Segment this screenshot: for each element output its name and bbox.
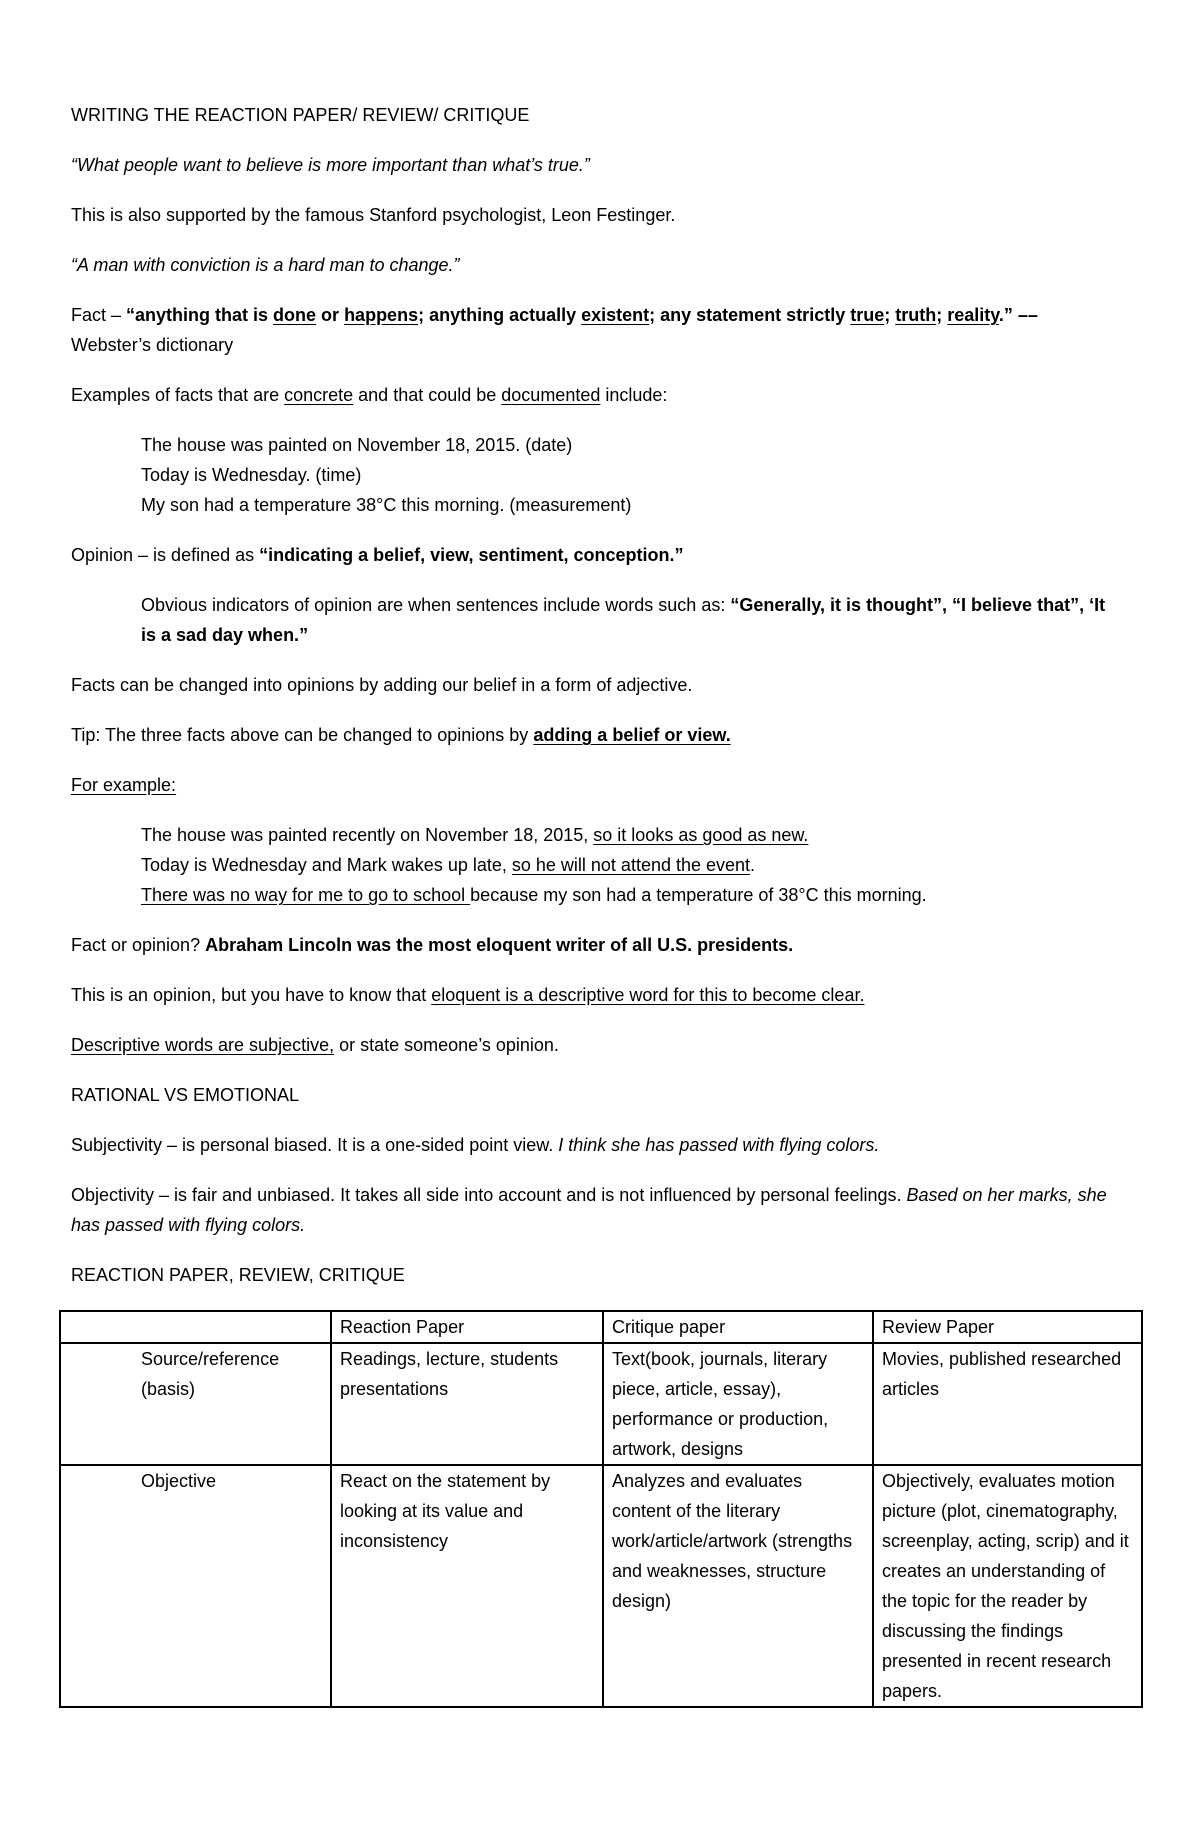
table-header-row: [60, 1311, 1142, 1343]
table-cell: React on the statement by looking at its value and inconsistency: [331, 1465, 603, 1707]
table-cell: Objectively, evaluates motion picture (plot, cinematography, screenplay, acting, scrip) and it creates an understanding of the topic for the reader by discussing the findings presented in recent research papers.: [873, 1465, 1142, 1707]
rational-heading: RATIONAL VS EMOTIONAL: [71, 1085, 300, 1105]
table-cell: Analyzes and evaluates content of the literary work/article/artwork (strengths and weaknesses, structure design): [603, 1465, 873, 1707]
fact-definition: Fact – “anything that is done or happens; anything actually existent; any statement strictly true; truth; reality.” –– Webster’s dictionary: [71, 305, 1038, 355]
tip-line: Tip: The three facts above can be changed to opinions by adding a belief or view.: [71, 725, 731, 745]
opinion-indicators: Obvious indicators of opinion are when sentences include words such as: “Generally, it is thought”, “I believe that”, ‘It is a sad day when.”: [141, 595, 1106, 645]
examples-intro: Examples of facts that are concrete and that could be documented include:: [71, 385, 668, 405]
facts-change-line: Facts can be changed into opinions by adding our belief in a form of adjective.: [71, 675, 693, 695]
table-header-cell: Review Paper: [873, 1311, 1142, 1343]
table-header-cell: Reaction Paper: [331, 1311, 603, 1343]
fact-example: Today is Wednesday. (time): [141, 465, 362, 485]
table-header-cell: Critique paper: [603, 1311, 873, 1343]
document-heading: WRITING THE REACTION PAPER/ REVIEW/ CRITIQUE: [71, 105, 530, 125]
objectivity-line: Objectivity – is fair and unbiased. It takes all side into account and is not influenced by personal feelings. Based on her marks, she has passed with flying colors.: [71, 1185, 1107, 1235]
fact-source: Webster’s dictionary: [71, 335, 234, 355]
conviction-quote: “A man with conviction is a hard man to change.”: [71, 255, 460, 275]
table-row: [60, 1465, 1142, 1707]
table-cell: Movies, published researched articles: [873, 1343, 1142, 1465]
opening-quote: “What people want to believe is more important than what’s true.”: [71, 155, 590, 175]
opinion-example: Today is Wednesday and Mark wakes up late, so he will not attend the event.: [141, 855, 756, 875]
fact-example: My son had a temperature 38°C this morning. (measurement): [141, 495, 632, 515]
fact-or-opinion-line: Fact or opinion? Abraham Lincoln was the most eloquent writer of all U.S. presidents.: [71, 935, 794, 955]
table-cell: Text(book, journals, literary piece, article, essay), performance or production, artwork, designs: [603, 1343, 873, 1465]
descriptive-words-line: Descriptive words are subjective, or state someone’s opinion.: [71, 1035, 559, 1055]
subjectivity-line: Subjectivity – is personal biased. It is a one-sided point view. I think she has passed with flying colors.: [71, 1135, 880, 1155]
table-cell: Objective: [60, 1465, 331, 1707]
table-header-cell: [60, 1311, 331, 1343]
comparison-table: [59, 1310, 1143, 1708]
table-row: [60, 1343, 1142, 1465]
for-example-label: For example:: [71, 775, 177, 795]
table-cell: Readings, lecture, students presentations: [331, 1343, 603, 1465]
opinion-example: The house was painted recently on November 18, 2015, so it looks as good as new.: [141, 825, 809, 845]
table-cell: Source/reference (basis): [60, 1343, 331, 1465]
support-line: This is also supported by the famous Stanford psychologist, Leon Festinger.: [71, 205, 676, 225]
opinion-definition: Opinion – is defined as “indicating a belief, view, sentiment, conception.”: [71, 545, 684, 565]
opinion-example: There was no way for me to go to school because my son had a temperature of 38°C this morning.: [141, 885, 927, 905]
this-is-opinion-line: This is an opinion, but you have to know that eloquent is a descriptive word for this to become clear.: [71, 985, 865, 1005]
fact-example: The house was painted on November 18, 2015. (date): [141, 435, 573, 455]
table-heading: REACTION PAPER, REVIEW, CRITIQUE: [71, 1265, 405, 1285]
